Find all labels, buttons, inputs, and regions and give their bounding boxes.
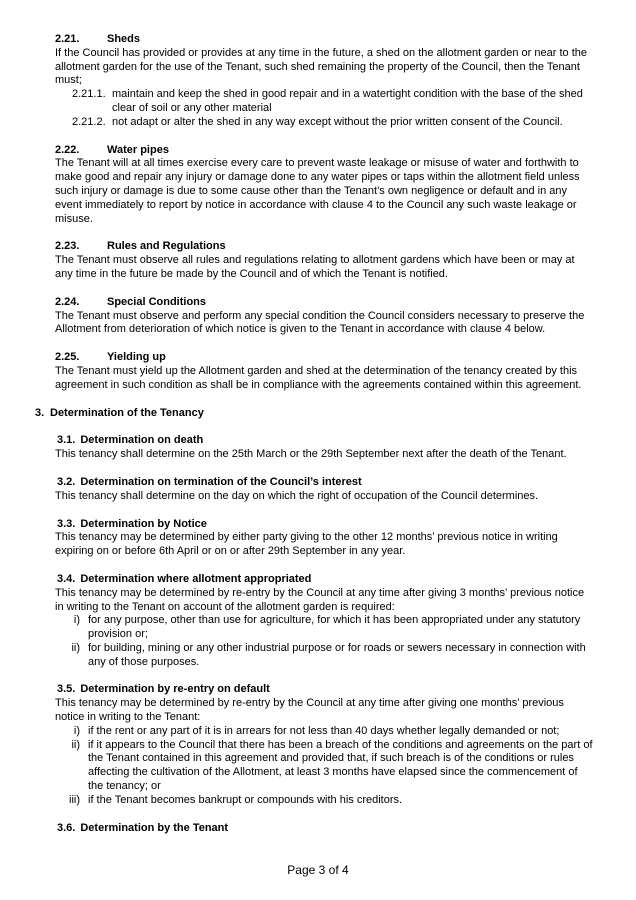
- item-marker: 2.21.1.: [72, 88, 106, 101]
- list-item: [55, 725, 595, 739]
- item-marker: i): [73, 614, 80, 627]
- clause-heading: [55, 296, 595, 310]
- heading-title: Yielding up: [107, 351, 166, 364]
- item-marker: ii): [71, 738, 80, 751]
- heading-number: 3.2.: [57, 475, 76, 488]
- heading-title: Determination where allotment appropriated: [80, 572, 312, 585]
- heading-number: 2.24.: [55, 295, 80, 308]
- subclause-heading: [57, 573, 595, 587]
- section-heading: [35, 407, 595, 421]
- subclause-heading: [57, 822, 595, 836]
- numbered-subclause: [55, 116, 595, 130]
- heading-number: 3.3.: [57, 517, 76, 530]
- subclause-heading: [57, 476, 595, 490]
- clause-heading: [55, 240, 595, 254]
- heading-title: Determination by re-entry on default: [80, 683, 270, 696]
- heading-title: Determination on termination of the Council’s interest: [80, 475, 362, 488]
- paragraph: The Tenant will at all times exercise every care to prevent waste leakage or misuse of water and forthwith to make good and repair any injury or damage done to any water pipes or taps within the allotment field unless such injury or damage is due to some cause other than the Tenant’s own negligence or default and in any event immediately to report by notice in accordance with clause 4 to the Council any such waste leakage or misuse.: [55, 157, 580, 225]
- clause-heading: [55, 33, 595, 47]
- heading-title: Determination by Notice: [80, 517, 207, 530]
- heading-number: 2.21.: [55, 33, 80, 45]
- clause-heading: [55, 144, 595, 158]
- paragraph: This tenancy may be determined by re-entry by the Council at any time after giving one months’ previous notice in writing to the Tenant:: [55, 697, 564, 724]
- item-marker: i): [73, 724, 80, 737]
- heading-number: 3.6.: [57, 821, 76, 834]
- paragraph: The Tenant must yield up the Allotment garden and shed at the determination of the tenancy created by this agreement in such condition as shall be in compliance with the agreements contained within this agreement.: [55, 364, 582, 391]
- heading-title: Water pipes: [107, 143, 169, 156]
- heading-title: Determination of the Tenancy: [50, 406, 204, 419]
- heading-number: 3.4.: [57, 572, 76, 585]
- heading-title: Determination on death: [80, 434, 204, 447]
- heading-title: Sheds: [107, 33, 141, 45]
- item-text: if the Tenant becomes bankrupt or compounds with his creditors.: [88, 793, 403, 806]
- paragraph: This tenancy may be determined by re-entry by the Council at any time after giving 3 months’ previous notice in writing to the Tenant on account of the allotment garden is required:: [55, 586, 585, 613]
- clause-heading: [55, 351, 595, 365]
- item-text: for building, mining or any other industrial purpose or for roads or sewers necessary in connection with any of those purposes.: [88, 641, 586, 668]
- paragraph: The Tenant must observe all rules and regulations relating to allotment gardens which have been or may at any time in the future be made by the Council and of which the Tenant is notified.: [55, 254, 575, 280]
- numbered-subclause: [55, 88, 595, 116]
- paragraph: The Tenant must observe and perform any special condition the Council considers necessary to preserve the Allotment from deterioration of which notice is given to the Tenant in accordance with clause 4 below.: [55, 309, 585, 336]
- subclause-heading: [57, 518, 595, 532]
- heading-title: Rules and Regulations: [107, 240, 226, 253]
- item-text: maintain and keep the shed in good repair and in a watertight condition with the base of the shed clear of soil or any other material: [112, 88, 583, 114]
- paragraph: This tenancy shall determine on the 25th March or the 29th September next after the death of the Tenant.: [55, 448, 567, 461]
- item-text: for any purpose, other than use for agriculture, for which it has been appropriated under any statutory provision or;: [88, 614, 581, 641]
- item-text: not adapt or alter the shed in any way except without the prior written consent of the Council.: [112, 115, 563, 128]
- list-item: [55, 614, 595, 642]
- heading-number: 2.22.: [55, 143, 80, 156]
- item-text: if the rent or any part of it is in arrears for not less than 40 days whether legally demanded or not;: [88, 724, 560, 737]
- heading-number: 2.23.: [55, 240, 80, 253]
- list-item: [55, 794, 595, 808]
- heading-number: 2.25.: [55, 351, 80, 364]
- item-marker: ii): [71, 641, 80, 654]
- heading-title: Special Conditions: [107, 295, 207, 308]
- paragraph: This tenancy may be determined by either party giving to the other 12 months’ previous notice in writing expiring on or before 6th April or on or after 29th September in any year.: [55, 531, 558, 558]
- list-item: [55, 642, 595, 670]
- subclause-heading: [57, 683, 595, 697]
- heading-number: 3.5.: [57, 683, 76, 696]
- item-marker: 2.21.2.: [72, 115, 106, 128]
- heading-title: Determination by the Tenant: [80, 821, 229, 834]
- paragraph: This tenancy shall determine on the day on which the right of occupation of the Council determines.: [55, 489, 539, 502]
- page-footer: Page 3 of 4: [287, 863, 349, 877]
- paragraph: If the Council has provided or provides at any time in the future, a shed on the allotment garden or near to the allotment garden for the use of the Tenant, such shed remaining the property of the Council, then the Tenant must;: [55, 46, 587, 87]
- list-item: [55, 739, 595, 794]
- subclause-heading: [57, 434, 595, 448]
- item-marker: iii): [69, 793, 80, 806]
- document-content: [35, 33, 595, 835]
- heading-number: 3.1.: [57, 434, 76, 447]
- item-text: if it appears to the Council that there has been a breach of the conditions and agreements on the part of the Tenant contained in this agreement and provided that, if such breach is of the conditions or rules affecting the cultivation of the Allotment, at least 3 months have elapsed since the commencement of the tenancy; or: [88, 738, 593, 793]
- heading-number: 3.: [35, 406, 45, 419]
